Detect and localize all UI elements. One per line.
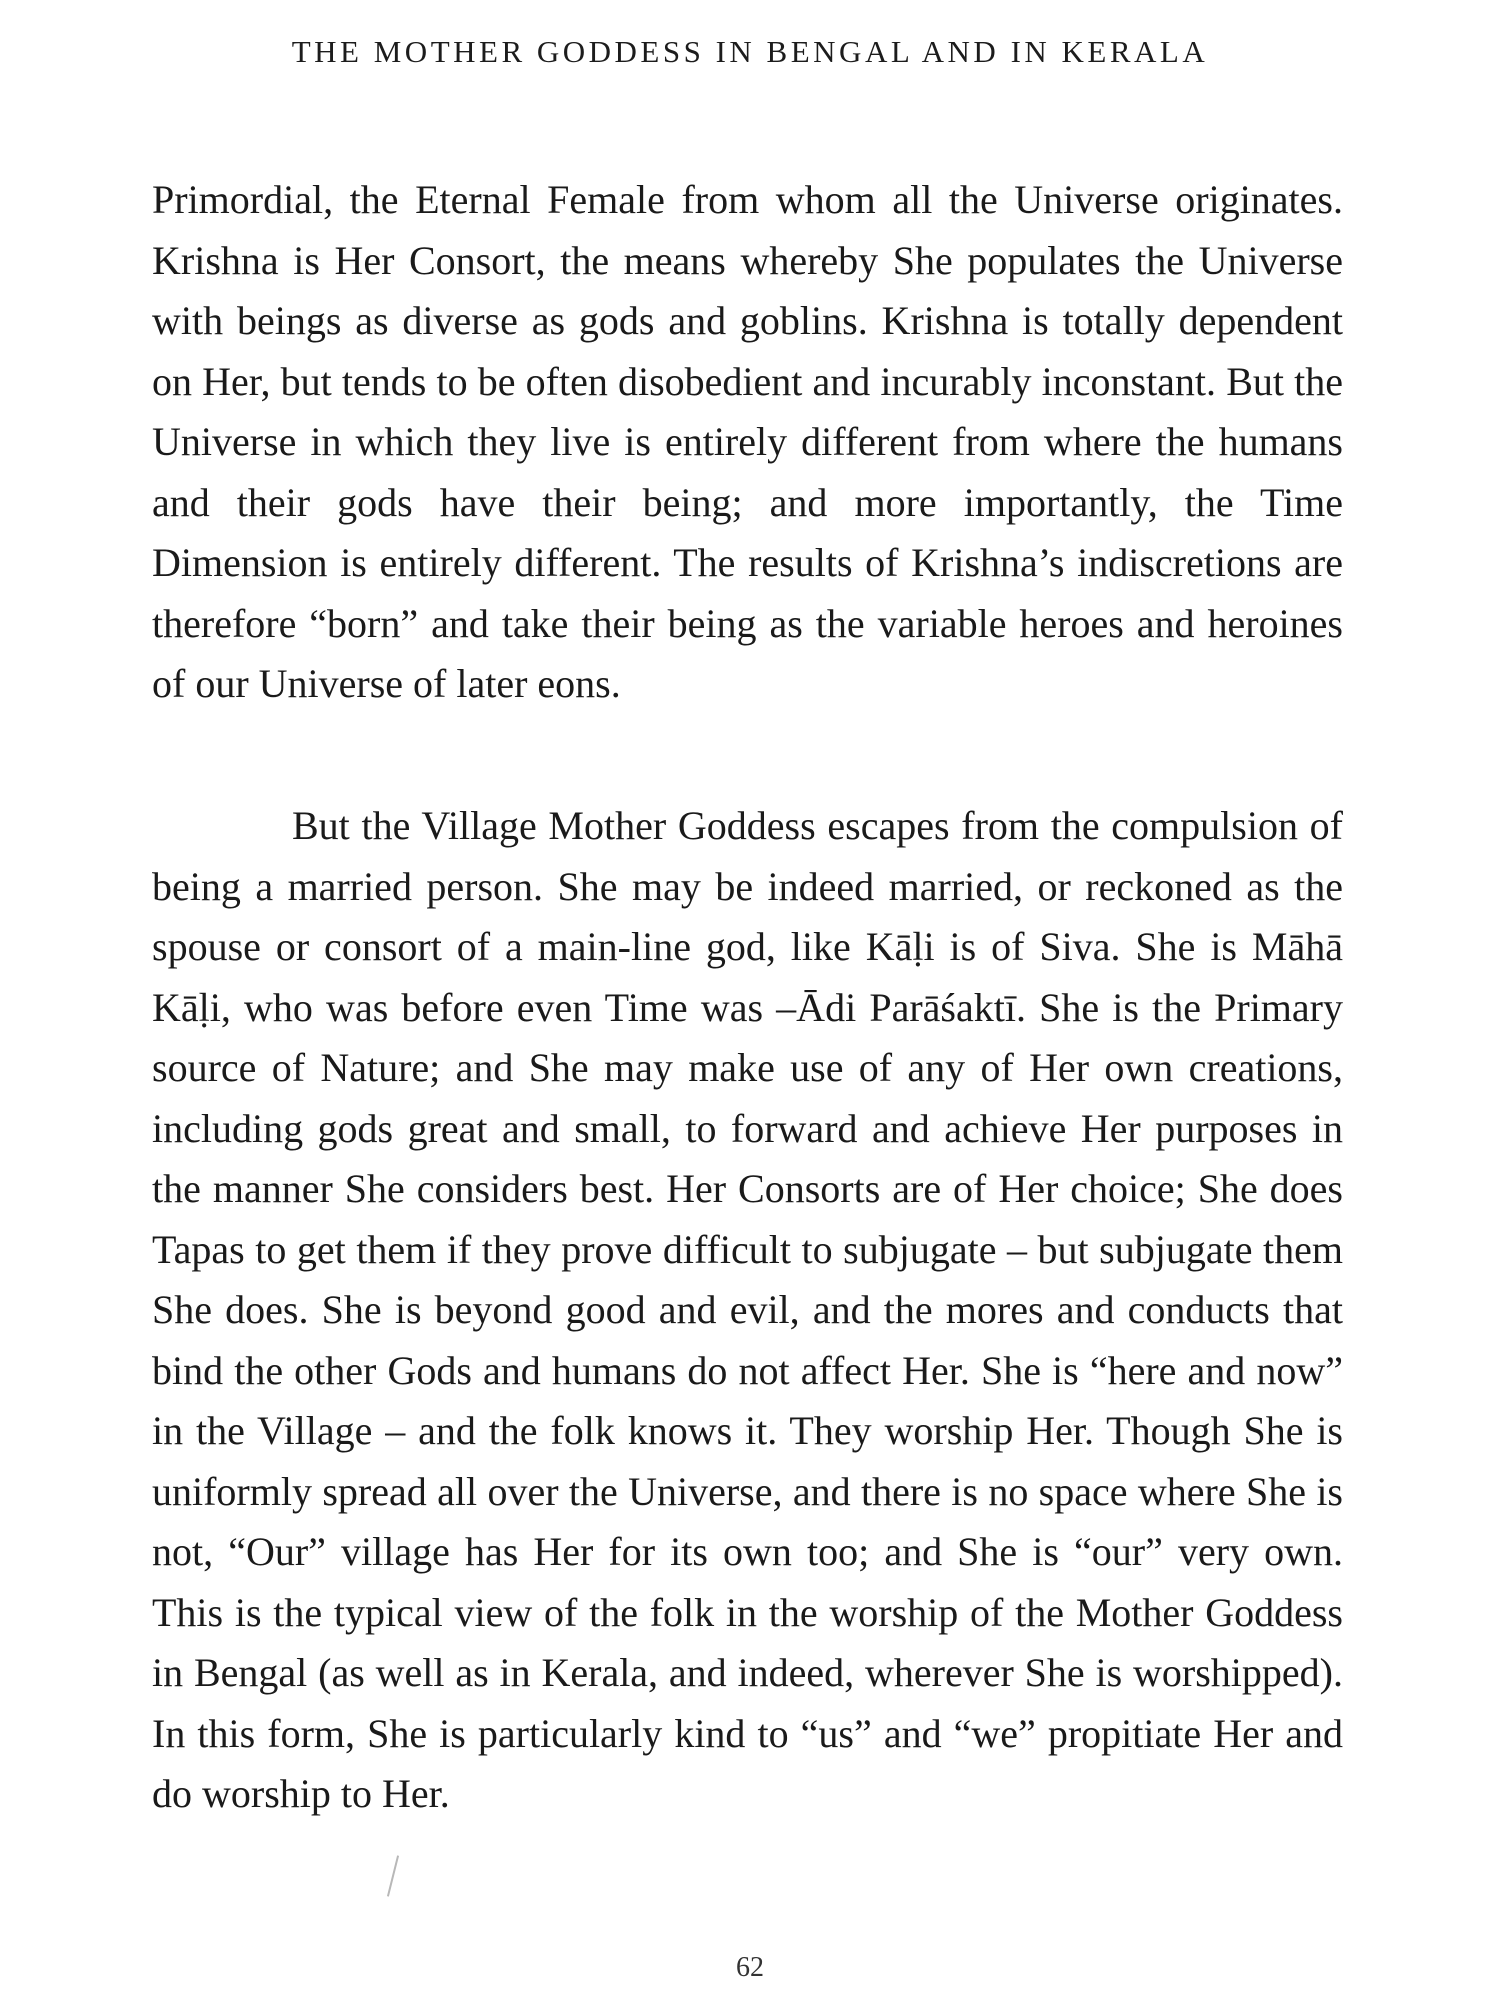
body-paragraph-1: Primordial, the Eternal Female from whom all the Universe originates. Krishna is Her Consort, the means whereby She populates the Universe with beings as diverse as gods and goblins. Krishna is totally dependent on Her, but tends to be often disobedient and incurably inconstant. But the Universe in which they live is entirely different from where the humans and their gods have their being; and more importantly, the Time Dimension is entirely different. The results of Krishna’s indiscretions are therefore “born” and take their being as the variable heroes and heroines of our Universe of later eons. [152, 177, 1343, 706]
body-paragraph-2: But the Village Mother Goddess escapes from the compulsion of being a married person. She may be indeed married, or reckoned as the spouse or consort of a main-line god, like Kāḷi is of Siva. She is Māhā Kāḷi, who was before even Time was –Ādi Parāśaktī. She is the Primary source of Nature; and She may make use of any of Her own creations, including gods great and small, to forward and achieve Her purposes in the manner She considers best. Her Consorts are of Her choice; She does Tapas to get them if they prove difficult to subjugate – but subjugate them She does. She is beyond good and evil, and the mores and conducts that bind the other Gods and humans do not affect Her. She is “here and now” in the Village – and the folk knows it. They worship Her. Though She is uniformly spread all over the Universe, and there is no space where She is not, “Our” village has Her for its own too; and She is “our” very own. This is the typical view of the folk in the worship of the Mother Goddess in Bengal (as well as in Kerala, and indeed, wherever She is worshipped). In this form, She is particularly kind to “us” and “we” propitiate Her and do worship to Her. [152, 803, 1343, 1816]
pen-mark [387, 1855, 399, 1896]
page-number: 62 [736, 1952, 764, 1983]
running-head: THE MOTHER GODDESS IN BENGAL AND IN KERALA [291, 34, 1209, 69]
